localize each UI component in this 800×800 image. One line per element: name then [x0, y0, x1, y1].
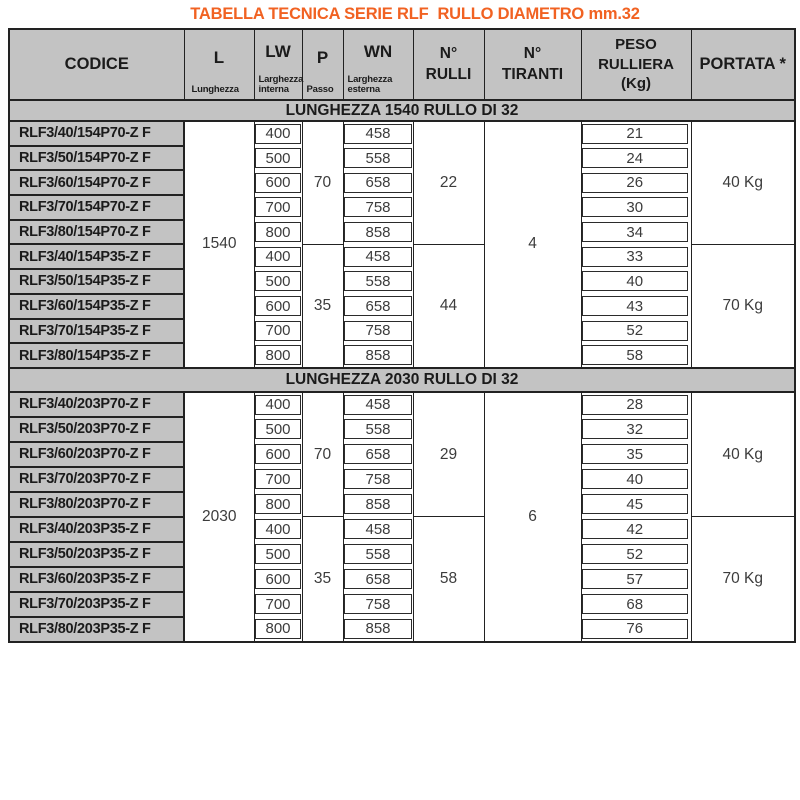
pitch-cell: 35: [302, 517, 343, 642]
table-row: [9, 392, 795, 417]
weight-cell: 52: [581, 542, 691, 567]
col-header-l-main: L: [213, 47, 225, 67]
table-row: [9, 146, 795, 171]
weight-cell: 33: [581, 244, 691, 269]
lw-cell: 400: [254, 517, 302, 542]
lw-cell: 400: [254, 244, 302, 269]
table-row: [9, 294, 795, 319]
table-row: [9, 617, 795, 642]
pitch-cell: 70: [302, 392, 343, 517]
length-cell: 2030: [184, 392, 254, 642]
page-title-part2: RULLO DIAMETRO mm.32: [437, 5, 640, 23]
col-header-l-sub: Lunghezza: [191, 84, 239, 96]
technical-table: [8, 28, 796, 643]
code-cell: RLF3/60/203P35-Z F: [9, 567, 184, 592]
capacity-cell: 70 Kg: [691, 517, 795, 642]
lw-cell: 700: [254, 592, 302, 617]
col-header-lw: [254, 29, 302, 100]
col-header-lw-main: LW: [265, 42, 291, 62]
col-header-rulli: [413, 29, 484, 100]
lw-cell: 500: [254, 417, 302, 442]
col-header-wn: [343, 29, 413, 100]
code-cell: RLF3/80/203P70-Z F: [9, 492, 184, 517]
tie-rods-cell: 6: [484, 392, 581, 642]
lw-cell: 700: [254, 319, 302, 344]
table-row: [9, 269, 795, 294]
rollers-count-cell: 44: [413, 244, 484, 367]
weight-cell: 30: [581, 195, 691, 220]
code-cell: RLF3/70/154P35-Z F: [9, 319, 184, 344]
weight-cell: 45: [581, 492, 691, 517]
code-cell: RLF3/60/203P70-Z F: [9, 442, 184, 467]
weight-cell: 28: [581, 392, 691, 417]
weight-cell: 58: [581, 343, 691, 368]
code-cell: RLF3/40/203P70-Z F: [9, 392, 184, 417]
weight-cell: 32: [581, 417, 691, 442]
table-row: [9, 195, 795, 220]
wn-cell: 558: [343, 542, 413, 567]
lw-cell: 500: [254, 269, 302, 294]
col-header-wn-main: WN: [363, 42, 393, 62]
code-cell: RLF3/80/154P70-Z F: [9, 220, 184, 245]
weight-cell: 40: [581, 467, 691, 492]
col-header-l: [184, 29, 254, 100]
capacity-cell: 70 Kg: [691, 244, 795, 367]
code-cell: RLF3/50/203P70-Z F: [9, 417, 184, 442]
table-row: [9, 121, 795, 146]
weight-cell: 26: [581, 170, 691, 195]
col-header-rulli-line2: RULLI: [425, 65, 472, 83]
weight-cell: 43: [581, 294, 691, 319]
code-cell: RLF3/60/154P70-Z F: [9, 170, 184, 195]
code-cell: RLF3/40/154P70-Z F: [9, 121, 184, 146]
tie-rods-cell: 4: [484, 121, 581, 368]
table-row: [9, 517, 795, 542]
lw-cell: 500: [254, 542, 302, 567]
lw-cell: 800: [254, 617, 302, 642]
wn-cell: 458: [343, 121, 413, 146]
weight-cell: 52: [581, 319, 691, 344]
page-title-part1: TABELLA TECNICA SERIE RLF: [190, 5, 429, 23]
code-cell: RLF3/40/154P35-Z F: [9, 244, 184, 269]
col-header-p-sub: Passo: [306, 84, 334, 96]
code-cell: RLF3/70/203P70-Z F: [9, 467, 184, 492]
lw-cell: 600: [254, 294, 302, 319]
code-cell: RLF3/70/154P70-Z F: [9, 195, 184, 220]
table-row: [9, 343, 795, 368]
wn-cell: 558: [343, 417, 413, 442]
wn-cell: 558: [343, 146, 413, 171]
col-header-tiranti-line1: N°: [523, 44, 542, 62]
col-header-peso-line2: RULLIERA: [598, 55, 674, 73]
code-cell: RLF3/50/203P35-Z F: [9, 542, 184, 567]
section-title-row: [9, 100, 795, 121]
lw-cell: 400: [254, 392, 302, 417]
weight-cell: 42: [581, 517, 691, 542]
section-title-1540: LUNGHEZZA 1540 RULLO DI 32: [9, 100, 795, 121]
capacity-cell: 40 Kg: [691, 121, 795, 244]
code-cell: RLF3/50/154P70-Z F: [9, 146, 184, 171]
wn-cell: 858: [343, 617, 413, 642]
lw-cell: 700: [254, 195, 302, 220]
wn-cell: 658: [343, 294, 413, 319]
wn-cell: 858: [343, 343, 413, 368]
table-row: [9, 170, 795, 195]
wn-cell: 758: [343, 467, 413, 492]
wn-cell: 758: [343, 319, 413, 344]
col-header-tiranti-line2: TIRANTI: [501, 65, 564, 83]
col-header-portata: PORTATA *: [691, 29, 795, 100]
weight-cell: 76: [581, 617, 691, 642]
section-title-2030: LUNGHEZZA 2030 RULLO DI 32: [9, 368, 795, 392]
col-header-peso-line3: (Kg): [621, 75, 651, 93]
wn-cell: 658: [343, 442, 413, 467]
page-title: [0, 0, 800, 28]
weight-cell: 21: [581, 121, 691, 146]
col-header-wn-sub: Larghezza esterna: [347, 73, 393, 96]
length-cell: 1540: [184, 121, 254, 368]
col-header-codice: CODICE: [9, 29, 184, 100]
lw-cell: 500: [254, 146, 302, 171]
weight-cell: 68: [581, 592, 691, 617]
lw-cell: 600: [254, 170, 302, 195]
code-cell: RLF3/70/203P35-Z F: [9, 592, 184, 617]
table-row: [9, 567, 795, 592]
rollers-count-cell: 58: [413, 517, 484, 642]
lw-cell: 800: [254, 492, 302, 517]
table-row: [9, 417, 795, 442]
lw-cell: 800: [254, 343, 302, 368]
wn-cell: 858: [343, 220, 413, 245]
table-row: [9, 542, 795, 567]
lw-cell: 600: [254, 567, 302, 592]
col-header-peso-line1: PESO: [615, 36, 657, 54]
weight-cell: 24: [581, 146, 691, 171]
lw-cell: 600: [254, 442, 302, 467]
wn-cell: 758: [343, 592, 413, 617]
code-cell: RLF3/80/203P35-Z F: [9, 617, 184, 642]
table-row: [9, 244, 795, 269]
col-header-p-main: P: [316, 47, 329, 67]
pitch-cell: 70: [302, 121, 343, 244]
code-cell: RLF3/80/154P35-Z F: [9, 343, 184, 368]
col-header-p: [302, 29, 343, 100]
table-row: [9, 467, 795, 492]
weight-cell: 34: [581, 220, 691, 245]
lw-cell: 400: [254, 121, 302, 146]
rollers-count-cell: 29: [413, 392, 484, 517]
wn-cell: 858: [343, 492, 413, 517]
weight-cell: 40: [581, 269, 691, 294]
wn-cell: 458: [343, 517, 413, 542]
wn-cell: 458: [343, 244, 413, 269]
capacity-cell: 40 Kg: [691, 392, 795, 517]
table-row: [9, 492, 795, 517]
wn-cell: 658: [343, 170, 413, 195]
code-cell: RLF3/40/203P35-Z F: [9, 517, 184, 542]
lw-cell: 700: [254, 467, 302, 492]
weight-cell: 35: [581, 442, 691, 467]
pitch-cell: 35: [302, 244, 343, 367]
table-row: [9, 220, 795, 245]
code-cell: RLF3/50/154P35-Z F: [9, 269, 184, 294]
wn-cell: 658: [343, 567, 413, 592]
table-row: [9, 592, 795, 617]
section-title-row: [9, 368, 795, 392]
table-row: [9, 442, 795, 467]
col-header-tiranti: [484, 29, 581, 100]
weight-cell: 57: [581, 567, 691, 592]
wn-cell: 458: [343, 392, 413, 417]
wn-cell: 558: [343, 269, 413, 294]
col-header-peso: [581, 29, 691, 100]
rollers-count-cell: 22: [413, 121, 484, 244]
lw-cell: 800: [254, 220, 302, 245]
table-row: [9, 319, 795, 344]
col-header-rulli-line1: N°: [439, 44, 458, 62]
header-row: [9, 29, 795, 100]
col-header-lw-sub: Larghezza interna: [258, 73, 304, 96]
wn-cell: 758: [343, 195, 413, 220]
code-cell: RLF3/60/154P35-Z F: [9, 294, 184, 319]
